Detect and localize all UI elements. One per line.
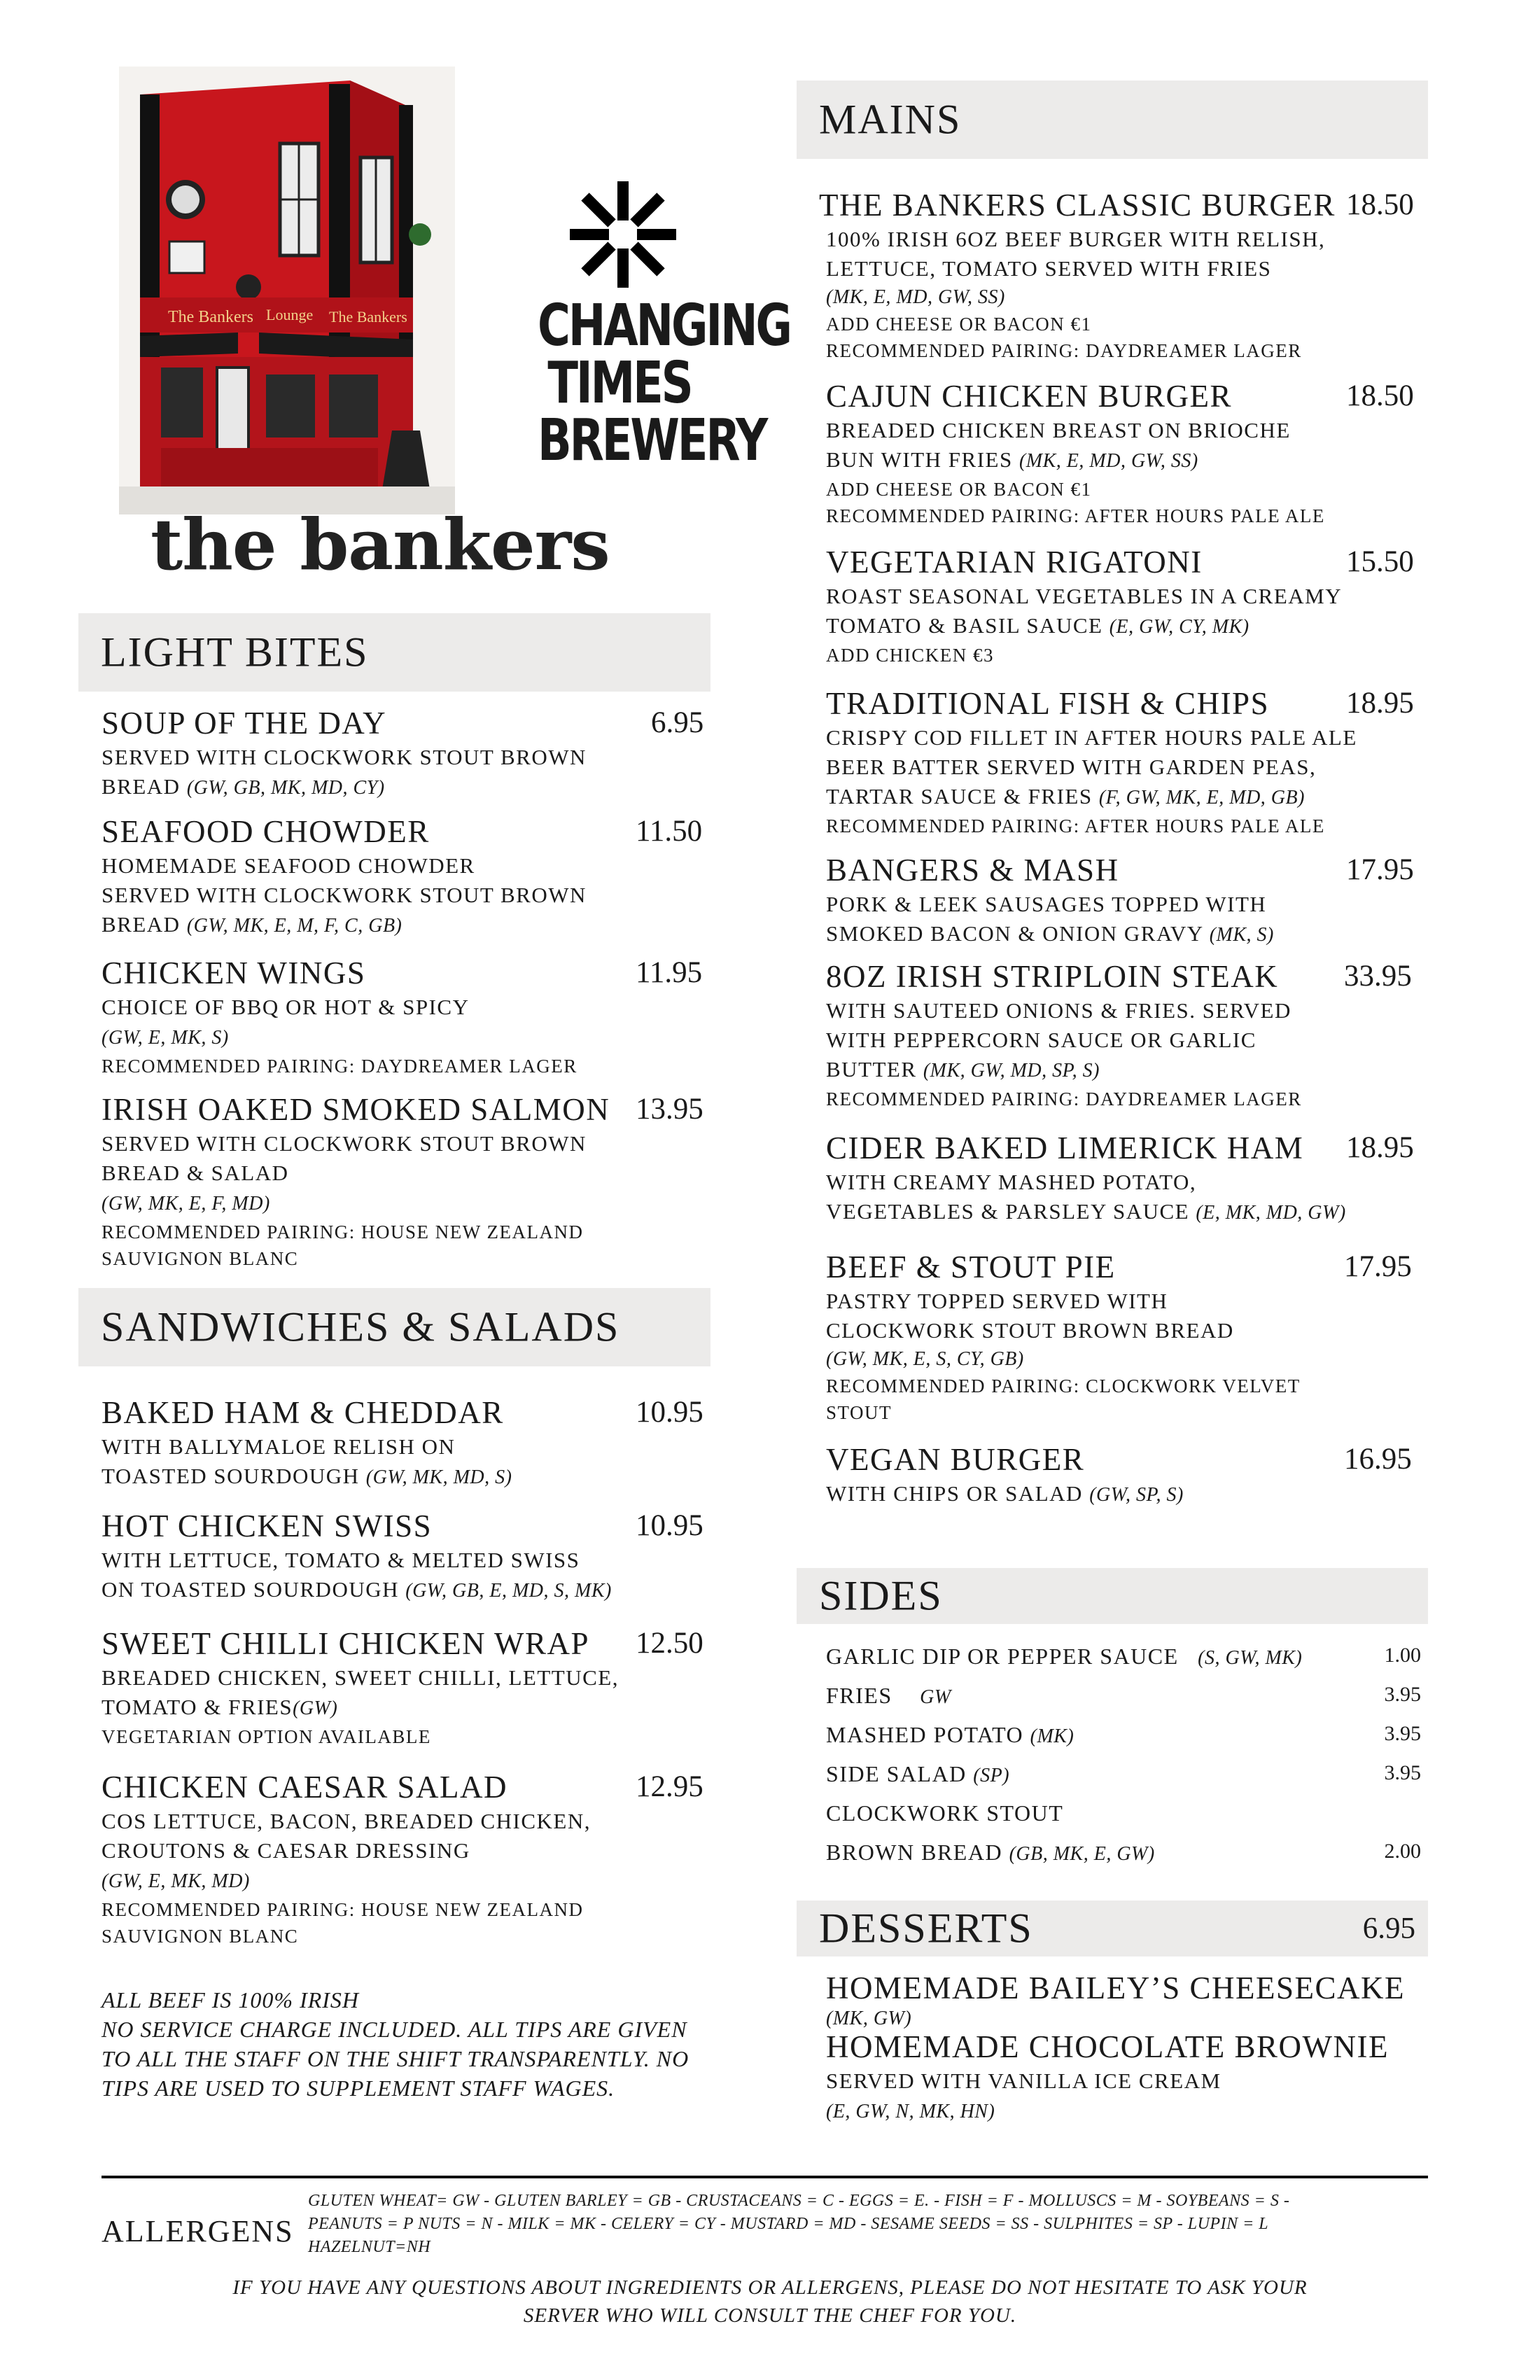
beef-note: ALL BEEF IS 100% IRISH <box>102 1987 360 2012</box>
item-price: 6.95 <box>651 706 704 739</box>
allergen-tags: (E, GW, CY, MK) <box>1109 616 1250 638</box>
item-name: SEAFOOD CHOWDER <box>102 814 430 849</box>
item-price: 33.95 <box>1344 960 1412 993</box>
section-title: DESSERTS <box>819 1905 1033 1952</box>
menu-item <box>826 684 1428 839</box>
section-title: MAINS <box>819 96 962 143</box>
item-name: HOMEMADE CHOCOLATE BROWNIE <box>826 2029 1389 2064</box>
item-desc: CROUTONS & CAESAR DRESSING <box>102 1838 470 1863</box>
item-name: THE BANKERS CLASSIC BURGER <box>819 188 1336 223</box>
menu-item <box>102 1506 710 1606</box>
item-desc: BREAD <box>102 774 181 799</box>
menu-item <box>819 186 1428 364</box>
item-price: 18.95 <box>1346 1131 1414 1164</box>
allergen-tags: (GW, MK, MD, S) <box>365 1466 512 1488</box>
item-desc: BREADED CHICKEN, SWEET CHILLI, LETTUCE, <box>102 1665 619 1690</box>
item-desc: CHOICE OF BBQ OR HOT & SPICY <box>102 995 470 1019</box>
menu-item <box>826 542 1428 668</box>
side-item: MASHED POTATO (MK) <box>826 1722 1074 1747</box>
desserts-header <box>797 1900 1428 1956</box>
mains-header <box>797 80 1428 159</box>
option-note: VEGETARIAN OPTION AVAILABLE <box>102 1726 431 1747</box>
footer-divider <box>102 2176 1428 2178</box>
item-desc: BREAD & SALAD <box>102 1161 289 1185</box>
allergen-tags: (GW, GB, E, MD, S, MK) <box>405 1580 612 1602</box>
item-price: 11.95 <box>636 956 703 989</box>
menu-item <box>102 1624 710 1750</box>
dessert-item <box>826 1968 1428 2029</box>
item-price: 10.95 <box>636 1509 704 1542</box>
pairing-note: RECOMMENDED PAIRING: AFTER HOURS PALE ALE <box>826 816 1325 836</box>
item-name: SOUP OF THE DAY <box>102 706 387 741</box>
pairing-note: RECOMMENDED PAIRING: AFTER HOURS PALE ALE <box>826 505 1325 526</box>
item-price: 12.95 <box>636 1770 704 1803</box>
allergen-tags: (GW, E, MK, S) <box>102 1027 229 1049</box>
item-name: SWEET CHILLI CHICKEN WRAP <box>102 1626 590 1661</box>
pub-illustration <box>119 66 455 514</box>
side-price: 3.95 <box>1384 1761 1421 1784</box>
menu-item <box>102 812 710 941</box>
starburst-icon <box>567 178 679 290</box>
item-desc: HOMEMADE SEAFOOD CHOWDER <box>102 853 475 878</box>
allergen-tags: (GW) <box>293 1698 338 1719</box>
bankers-logo: the bankers <box>150 503 610 586</box>
item-desc: TOMATO & BASIL SAUCE <box>826 613 1103 638</box>
item-desc: WITH PEPPERCORN SAUCE OR GARLIC <box>826 1028 1256 1052</box>
side-item: BROWN BREAD (GB, MK, E, GW) <box>826 1840 1155 1865</box>
pairing-note: RECOMMENDED PAIRING: CLOCKWORK VELVET <box>826 1376 1301 1396</box>
item-desc: LETTUCE, TOMATO SERVED WITH FRIES <box>826 256 1272 281</box>
pairing-note: SAUVIGNON BLANC <box>102 1248 299 1269</box>
menu-item <box>826 1128 1428 1228</box>
svg-text:Lounge: Lounge <box>266 306 314 323</box>
item-price: 17.95 <box>1344 1250 1412 1283</box>
allergen-tags: (MK, GW) <box>826 2008 912 2029</box>
item-desc: WITH CHIPS OR SALAD <box>826 1481 1083 1506</box>
side-price: 3.95 <box>1384 1722 1421 1745</box>
item-desc: ROAST SEASONAL VEGETABLES IN A CREAMY <box>826 584 1343 608</box>
item-name: TRADITIONAL FISH & CHIPS <box>826 686 1270 721</box>
allergen-tags: (MK, GW, MD, SP, S) <box>923 1060 1100 1082</box>
menu-item <box>826 957 1428 1112</box>
item-desc: BUTTER <box>826 1057 917 1082</box>
menu-item <box>826 1440 1428 1510</box>
item-name: CAJUN CHICKEN BURGER <box>826 379 1233 414</box>
item-name: CHICKEN WINGS <box>102 955 366 990</box>
item-name: HOMEMADE BAILEY’S CHEESECAKE <box>826 1970 1405 2005</box>
item-name: VEGETARIAN RIGATONI <box>826 545 1203 580</box>
side-item: SIDE SALAD (SP) <box>826 1761 1010 1786</box>
side-item: CLOCKWORK STOUT <box>826 1800 1064 1826</box>
side-item: FRIES GW <box>826 1683 951 1708</box>
brewery-logo: CHANGING TIMES BREWERY <box>514 178 724 472</box>
svg-text:The Bankers: The Bankers <box>329 308 407 326</box>
allergens-note: IF YOU HAVE ANY QUESTIONS ABOUT INGREDIENTS OR ALLERGENS, PLEASE DO NOT HESITATE TO ASK YOUR SERVER WHO WILL CONSULT THE CHEF FOR YOU. <box>232 2276 1308 2327</box>
section-title: SANDWICHES & SALADS <box>101 1303 620 1350</box>
item-desc: COS LETTUCE, BACON, BREADED CHICKEN, <box>102 1809 591 1833</box>
allergen-tags: (MK, E, MD, GW, SS) <box>826 286 1005 308</box>
item-price: 16.95 <box>1344 1443 1412 1476</box>
sandwiches-header <box>78 1288 710 1366</box>
item-desc: SERVED WITH VANILLA ICE CREAM <box>826 2068 1222 2093</box>
allergen-tags: (GW, MK, E, M, F, C, GB) <box>186 915 402 937</box>
item-name: BAKED HAM & CHEDDAR <box>102 1395 504 1430</box>
addon-note: ADD CHEESE OR BACON €1 <box>826 479 1092 500</box>
allergen-tags: (F, GW, MK, E, MD, GB) <box>1098 787 1305 808</box>
pairing-note: RECOMMENDED PAIRING: DAYDREAMER LAGER <box>826 340 1302 361</box>
side-price: 3.95 <box>1384 1683 1421 1706</box>
item-desc: WITH SAUTEED ONIONS & FRIES. SERVED <box>826 998 1292 1023</box>
item-desc: BEER BATTER SERVED WITH GARDEN PEAS, <box>826 755 1317 779</box>
menu-item <box>102 953 710 1079</box>
allergen-tags: (E, MK, MD, GW) <box>1196 1202 1346 1224</box>
item-desc: PORK & LEEK SAUSAGES TOPPED WITH <box>826 892 1267 916</box>
item-desc: CLOCKWORK STOUT BROWN BREAD <box>826 1318 1234 1343</box>
addon-note: ADD CHICKEN €3 <box>826 645 994 666</box>
svg-text:The Bankers: The Bankers <box>168 308 253 326</box>
item-desc: SMOKED BACON & ONION GRAVY <box>826 921 1203 946</box>
item-desc: BUN WITH FRIES <box>826 447 1013 472</box>
item-name: CIDER BAKED LIMERICK HAM <box>826 1130 1304 1166</box>
item-price: 18.50 <box>1346 379 1414 412</box>
pairing-note: STOUT <box>826 1402 892 1423</box>
allergen-tags: (GW, E, MK, MD) <box>102 1870 250 1892</box>
item-desc: SERVED WITH CLOCKWORK STOUT BROWN <box>102 1131 587 1156</box>
pairing-note: SAUVIGNON BLANC <box>102 1926 299 1947</box>
item-name: IRISH OAKED SMOKED SALMON <box>102 1092 610 1127</box>
allergens-label: ALLERGENS <box>102 2214 294 2248</box>
allergen-tags: (MK, E, MD, GW, SS) <box>1018 450 1198 472</box>
item-desc: SERVED WITH CLOCKWORK STOUT BROWN <box>102 883 587 907</box>
item-name: 8OZ IRISH STRIPLOIN STEAK <box>826 959 1279 994</box>
menu-item <box>102 1393 710 1492</box>
item-name: BEEF & STOUT PIE <box>826 1250 1116 1284</box>
item-desc: TARTAR SAUCE & FRIES <box>826 784 1093 808</box>
allergen-tags: (GW, MK, E, F, MD) <box>102 1193 270 1214</box>
allergen-tags: (GW, MK, E, S, CY, GB) <box>826 1348 1024 1370</box>
menu-item <box>102 704 710 803</box>
menu-item <box>102 1768 710 1949</box>
desserts-price: 6.95 <box>1362 1912 1415 1945</box>
light-bites-header <box>78 613 710 692</box>
pairing-note: RECOMMENDED PAIRING: DAYDREAMER LAGER <box>102 1056 578 1077</box>
allergen-tags: (MK, S) <box>1209 924 1274 946</box>
item-desc: WITH LETTUCE, TOMATO & MELTED SWISS <box>102 1548 580 1572</box>
item-price: 13.95 <box>636 1093 704 1126</box>
item-price: 18.50 <box>1346 188 1414 221</box>
item-desc: ON TOASTED SOURDOUGH <box>102 1577 399 1602</box>
item-desc: PASTRY TOPPED SERVED WITH <box>826 1289 1168 1313</box>
item-name: HOT CHICKEN SWISS <box>102 1508 433 1544</box>
item-desc: CRISPY COD FILLET IN AFTER HOURS PALE ALE <box>826 725 1357 750</box>
addon-note: ADD CHEESE OR BACON €1 <box>826 314 1092 335</box>
pairing-note: RECOMMENDED PAIRING: HOUSE NEW ZEALAND <box>102 1222 584 1242</box>
dessert-item <box>826 2027 1428 2127</box>
tips-note: TO ALL THE STAFF ON THE SHIFT TRANSPARENTLY. NO <box>102 2046 690 2071</box>
item-desc: SERVED WITH CLOCKWORK STOUT BROWN <box>102 745 587 769</box>
section-title: SIDES <box>819 1572 943 1619</box>
allergen-tags: (E, GW, N, MK, HN) <box>826 2101 995 2122</box>
menu-item <box>826 377 1428 529</box>
tips-note: TIPS ARE USED TO SUPPLEMENT STAFF WAGES. <box>102 2076 615 2101</box>
side-price: 2.00 <box>1384 1840 1421 1863</box>
sides-header <box>797 1568 1428 1624</box>
pairing-note: RECOMMENDED PAIRING: DAYDREAMER LAGER <box>826 1088 1302 1110</box>
item-price: 10.95 <box>636 1396 704 1429</box>
item-desc: WITH CREAMY MASHED POTATO, <box>826 1170 1197 1194</box>
item-desc: TOASTED SOURDOUGH <box>102 1464 360 1488</box>
item-desc: BREAD <box>102 912 181 937</box>
item-name: VEGAN BURGER <box>826 1442 1085 1477</box>
item-desc: 100% IRISH 6OZ BEEF BURGER WITH RELISH, <box>826 227 1326 251</box>
item-price: 17.95 <box>1346 853 1414 886</box>
item-desc: TOMATO & FRIES <box>102 1695 293 1719</box>
side-price: 1.00 <box>1384 1644 1421 1667</box>
menu-item <box>102 1090 710 1272</box>
item-desc: WITH BALLYMALOE RELISH ON <box>102 1434 456 1459</box>
allergens-key: GLUTEN WHEAT= GW - GLUTEN BARLEY = GB - CRUSTACEANS = C - EGGS = E. - FISH = F - MOLLUSCS = M - SOYBEANS = S - PEANUTS = P NUTS = N - MILK = MK - CELERY = CY - MUSTARD = MD - SESAME SEEDS = SS - SULPHITES = SP - LUPIN = L HAZELNUT=NH <box>308 2192 1290 2256</box>
allergen-tags: (GW, GB, MK, MD, CY) <box>186 777 385 799</box>
item-price: 11.50 <box>636 815 703 848</box>
allergen-tags: (GW, SP, S) <box>1089 1484 1184 1506</box>
pairing-note: RECOMMENDED PAIRING: HOUSE NEW ZEALAND <box>102 1899 584 1920</box>
menu-item <box>826 850 1428 950</box>
item-desc: VEGETABLES & PARSLEY SAUCE <box>826 1199 1190 1224</box>
menu-item <box>826 1247 1428 1426</box>
section-title: LIGHT BITES <box>101 629 369 676</box>
item-price: 15.50 <box>1346 545 1414 578</box>
side-item: GARLIC DIP OR PEPPER SAUCE (S, GW, MK) <box>826 1644 1303 1669</box>
item-price: 12.50 <box>636 1627 704 1660</box>
tips-note: NO SERVICE CHARGE INCLUDED. ALL TIPS ARE GIVEN <box>102 2017 687 2042</box>
item-price: 18.95 <box>1346 687 1414 720</box>
item-name: BANGERS & MASH <box>826 853 1119 888</box>
item-name: CHICKEN CAESAR SALAD <box>102 1770 508 1805</box>
item-desc: BREADED CHICKEN BREAST ON BRIOCHE <box>826 418 1291 442</box>
